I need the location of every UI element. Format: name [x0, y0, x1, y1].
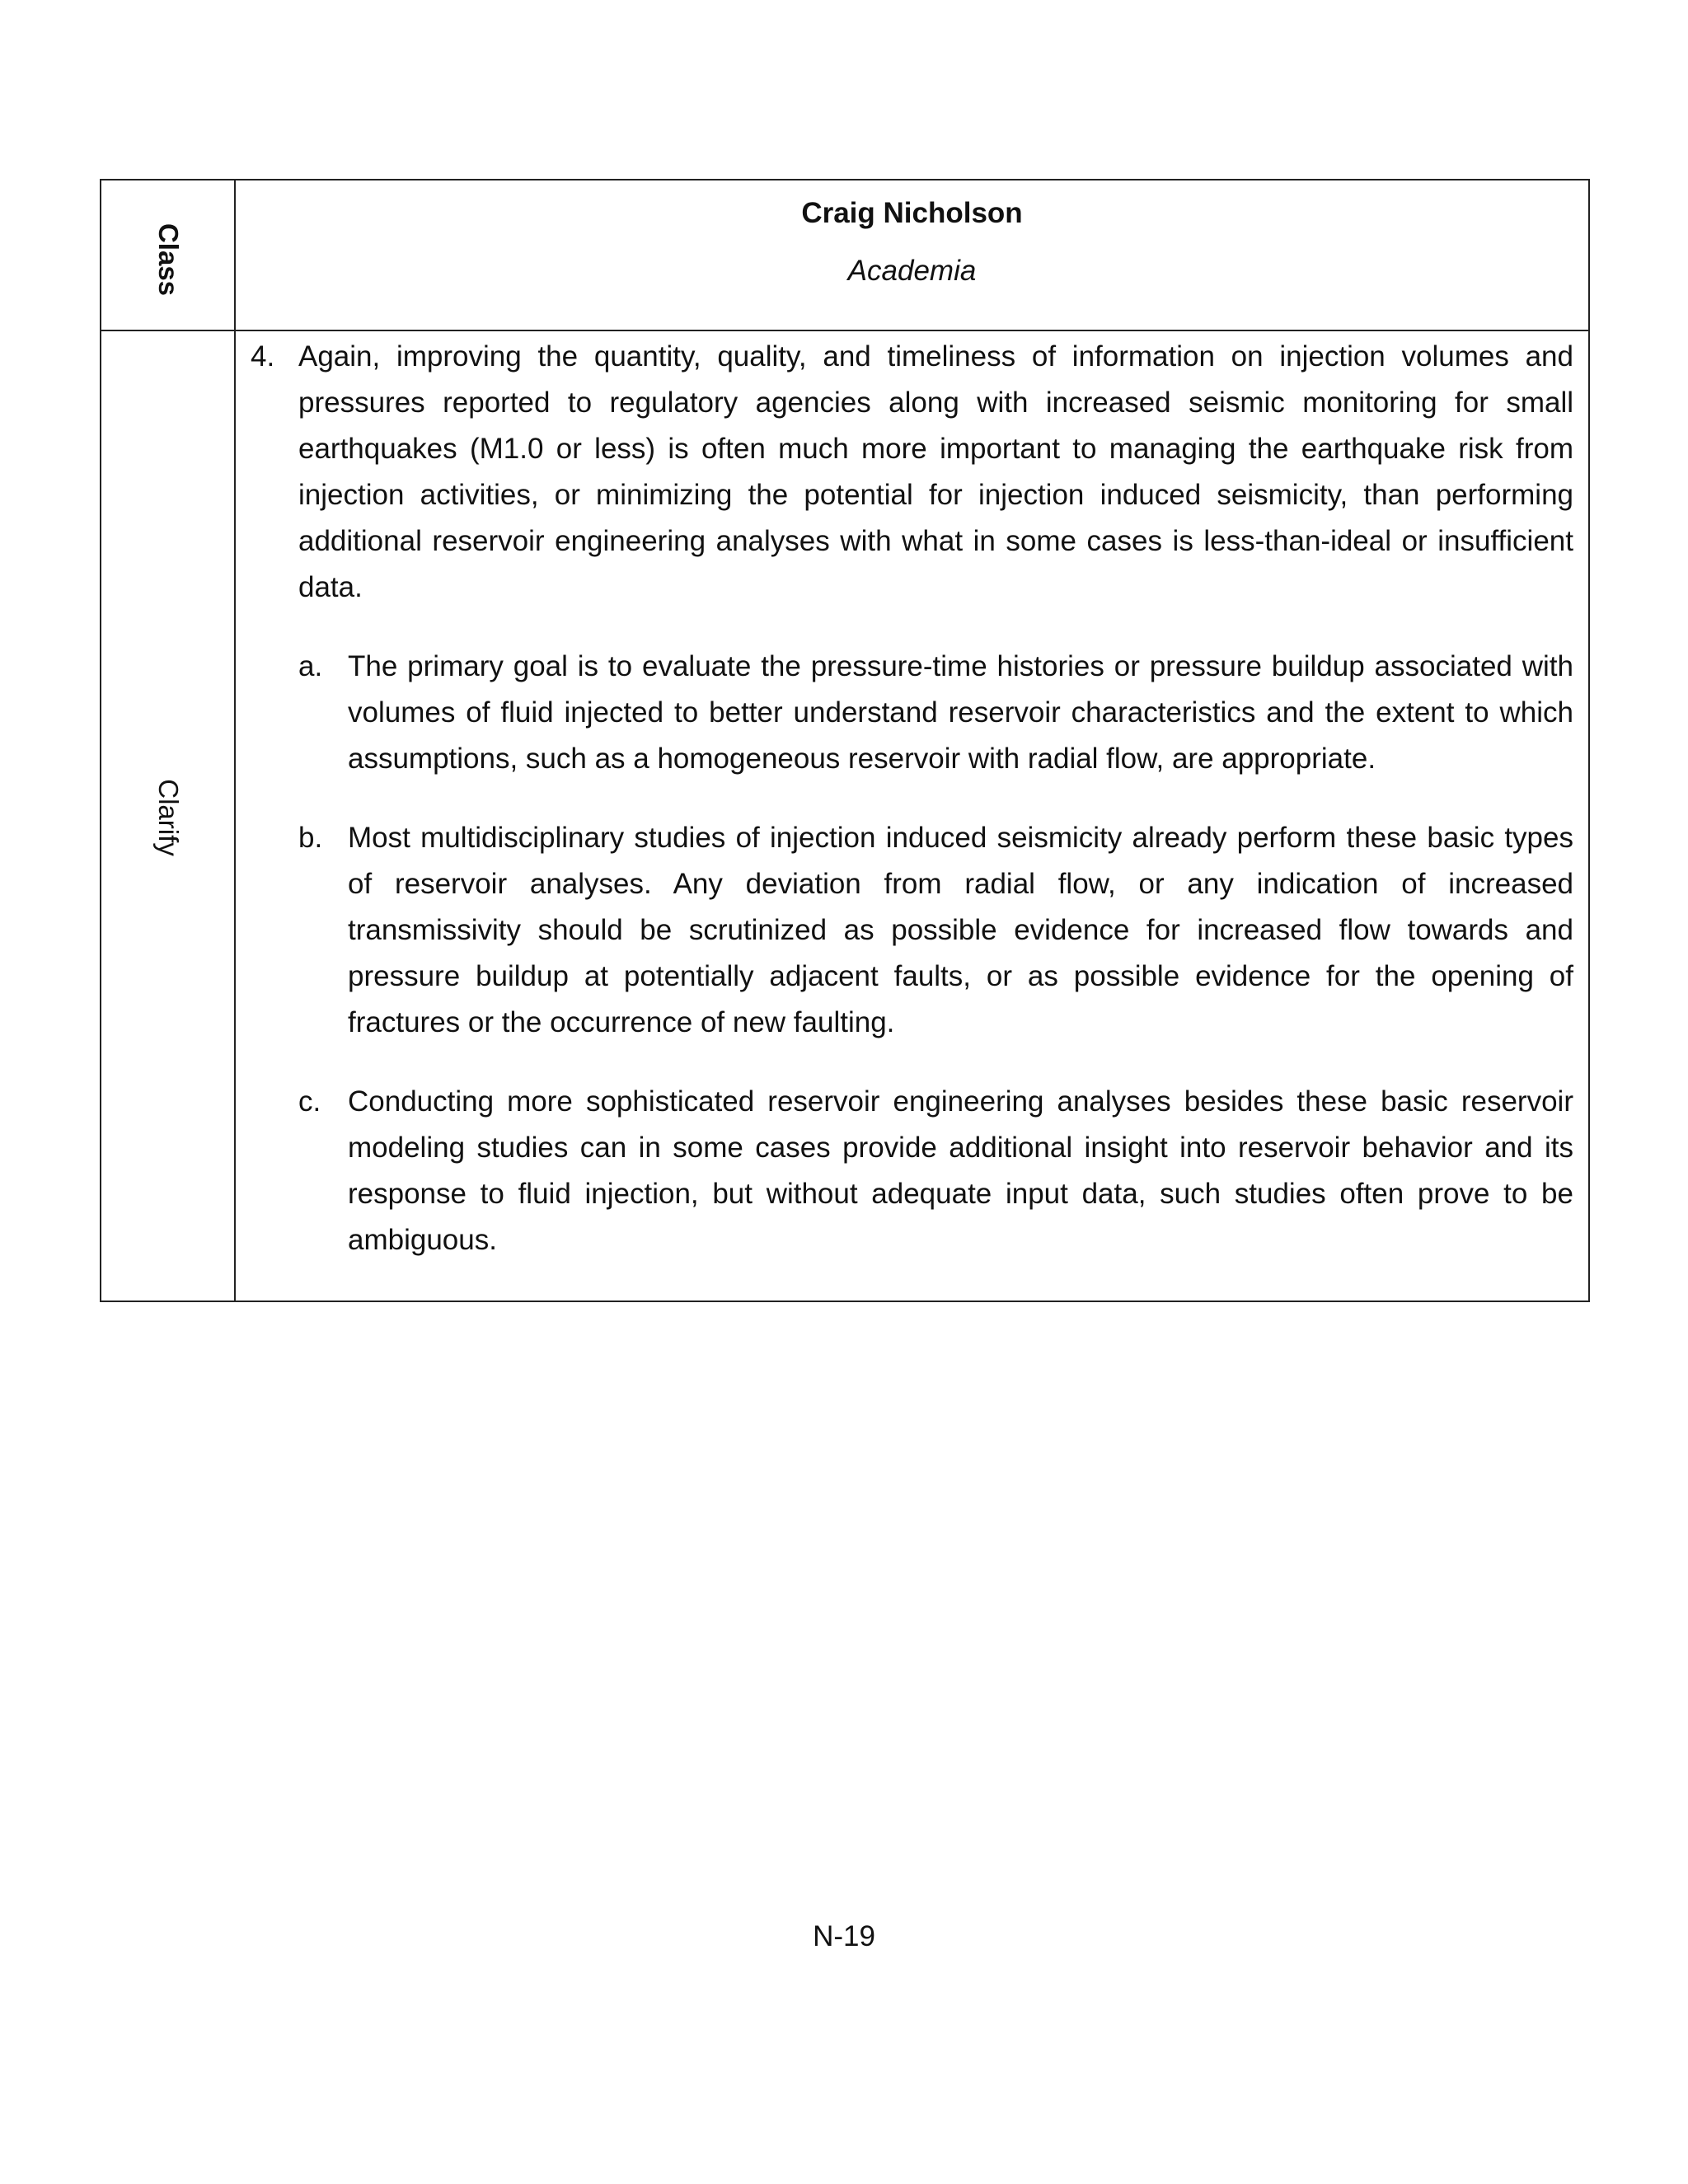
sub-item-text: Most multidisciplinary studies of injection induced seismicity already perform these basic types of reservoir analyses. Any deviation from radial flow, or any indication of increased transmissivity should be scrutinized as possible evidence for increased flow towards and pressure buildup at potentially adjacent faults, or as possible evidence for the opening of fractures or the occurrence of new faulting.: [348, 822, 1573, 1038]
sub-list-item: [298, 644, 1573, 782]
commenter-header: [236, 180, 1588, 330]
item-text: Again, improving the quantity, quality, and timeliness of information on injection volumes and pressures reported to regulatory agencies along with increased seismic monitoring for small earthquakes (M1.0 or less) is often much more important to managing the earthquake risk from injection activities, or minimizing the potential for injection induced seismicity, than performing additional reservoir engineering analyses with what in some cases is less-than-ideal or insufficient data.: [298, 340, 1573, 603]
row-label: Clarify: [152, 779, 184, 856]
table-body-row: [101, 331, 1588, 1301]
sub-item-marker: b.: [298, 822, 323, 854]
sub-item-text: The primary goal is to evaluate the pressure-time histories or pressure buildup associated with volumes of fluid injected to better understand reservoir characteristics and the extent to which assumptions, such as a homogeneous reservoir with radial flow, are appropriate.: [348, 650, 1573, 775]
sub-item-marker: a.: [298, 650, 323, 682]
sub-item-text: Conducting more sophisticated reservoir engineering analyses besides these basic reservoir modeling studies can in some cases provide additional insight into reservoir behavior and its response to fluid injection, but without adequate input data, such studies often prove to be ambiguous.: [348, 1085, 1573, 1256]
sub-list: [251, 644, 1573, 1263]
page-number: N-19: [813, 1920, 875, 1952]
sub-list-item: [298, 1079, 1573, 1263]
comment-body: [236, 331, 1588, 1301]
table-header-row: [101, 180, 1588, 331]
sub-item-marker: c.: [298, 1085, 321, 1118]
class-label-cell: [101, 180, 236, 330]
commenter-name: Craig Nicholson: [801, 197, 1023, 229]
commenter-affiliation: Academia: [847, 255, 977, 287]
row-label-cell: [101, 331, 236, 1301]
comment-table: [100, 179, 1590, 1302]
sub-list-item: [298, 815, 1573, 1046]
item-number: 4.: [251, 340, 275, 373]
list-item: [251, 334, 1573, 611]
class-label: Class: [152, 223, 184, 297]
